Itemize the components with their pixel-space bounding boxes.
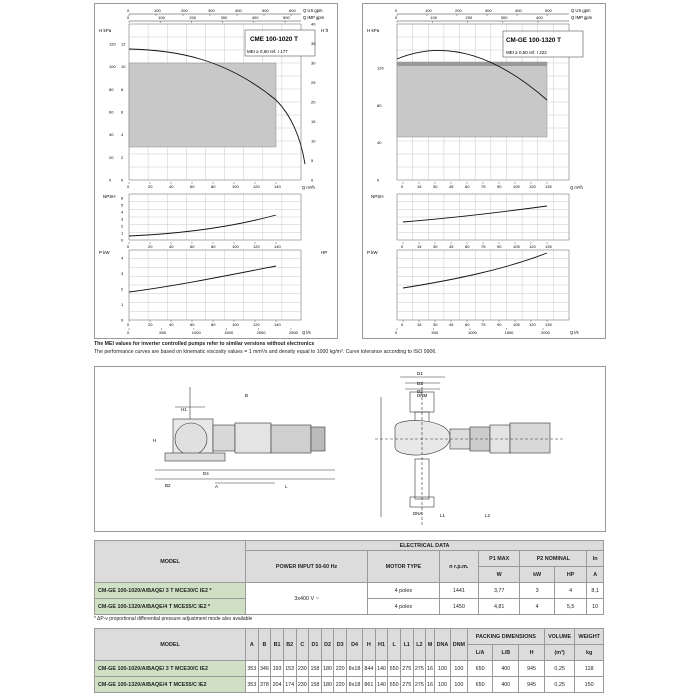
left-npsh-tick: 3 [121,216,124,222]
left-kpa-tick: 80 [109,86,114,92]
dim-header-c: C [296,629,309,661]
right-bottom-unit: Q l/s [570,330,579,335]
right-q3-tick: 90 [497,322,502,327]
left-q-tick: 80 [211,184,216,189]
dimension-label: B [245,393,249,398]
left-p-tick: 3 [121,271,124,276]
left-top-imp-tick: 0 [127,15,130,20]
right-top-us-tick: 100 [425,8,432,13]
right-kpa-tick: 80 [377,102,382,108]
left-ls-tick: 1000 [191,330,201,335]
left-top-us-tick: 0 [127,8,130,13]
left-p-tick: 0 [121,317,124,323]
left-q-tick: 120 [253,184,260,189]
dimension-label: D2 [417,389,423,394]
left-ft-tick: 5 [311,158,314,163]
left-q2-tick: 40 [169,244,174,249]
left-q3-tick: 40 [169,322,174,327]
right-mei: MEI ≥ 0,50 ref. Ι 222 [506,50,547,55]
elec-group-header: ELECTRICAL DATA [246,541,604,551]
left-power-curve [129,266,276,292]
right-top-imp-tick: 400 [536,15,543,20]
left-m-tick: 12 [121,41,126,47]
dimensions-table [94,628,604,693]
left-top-us-tick: 400 [235,8,242,13]
right-npsh-unit: NPSH [371,194,384,199]
left-ls-tick: 2500 [289,330,298,335]
left-top-imp-tick: 400 [251,15,259,20]
power-input-header: POWER INPUT 50-60 Hz [246,551,368,583]
dim-header-dnm: DNM [451,629,468,661]
right-q-tick: 135 [545,184,552,189]
right-ls-tick: 2000 [541,330,550,335]
dim-value-cell: 158 [309,661,322,677]
elec-model-1: CM-GE 100-1020/A/BAQE/ 3 T MCE30/C IE2 * [95,583,246,599]
left-kpa-tick: 0 [109,177,112,183]
left-m-tick: 2 [121,154,124,160]
dim-value-cell: 275 [413,661,426,677]
left-top-imp-tick: 500 [283,15,290,20]
left-top-imp-tick: 100 [158,15,165,20]
left-m-tick: 6 [121,109,124,115]
rpm-header: n r.p.m. [439,551,478,583]
dim-value-cell: 346 [258,661,271,677]
packing-sub-header: L/A [467,645,493,661]
motor-type-header: MOTOR TYPE [368,551,440,583]
left-q3-tick: 100 [232,322,239,327]
dim-value-cell: 844 [363,661,376,677]
left-q2-tick: 80 [211,244,216,249]
hp-cell: 4 [554,583,586,599]
left-kpa-tick: 120 [109,41,116,47]
left-q-tick: 20 [148,184,153,189]
packing-cell: 400 [493,661,519,677]
table-row [95,661,604,677]
volume-cell: 0,25 [544,677,574,693]
dim-header-a: A [246,629,259,661]
right-ls-tick: 0 [395,330,398,335]
dim-header-l: L [388,629,401,661]
dim-value-cell: 861 [363,677,376,693]
right-p-unit: P kW [367,250,378,255]
left-q-tick: 100 [232,184,239,189]
left-ft-tick: 30 [311,60,316,66]
dim-value-cell: 16 [426,677,435,693]
dim-value-cell: 140 [375,677,388,693]
dim-value-cell: 275 [400,677,413,693]
side-view-pump [155,387,335,483]
dim-value-cell: 8x18 [347,677,363,693]
dim-header-d4: D4 [347,629,363,661]
p1-unit: W [479,567,520,583]
dim-value-cell: 193 [271,661,284,677]
footnote: * ΔP-v proportional differential pressure adjustment mode also available [94,616,253,622]
packing-sub-header: L/B [493,645,519,661]
kw-cell: 3 [520,583,555,599]
volume-unit: (m³) [544,645,574,661]
dim-model-cell: CM-GE 100-1320/A/BAQE/4 T MCE55/C IE2 [95,677,246,693]
left-npsh-unit: NPSH [103,194,116,199]
left-ls-tick: 2000 [256,330,266,335]
left-q2-tick: 140 [274,244,281,249]
left-performance-chart [95,4,337,338]
left-m-tick: 8 [121,86,124,92]
left-ls-tick: 500 [159,330,167,335]
dim-header-h: H [363,629,376,661]
left-q3-tick: 140 [274,322,281,327]
right-performance-chart [363,4,605,338]
left-top-imp-tick: 200 [189,15,197,20]
dim-header-d1: D1 [309,629,322,661]
right-q3-tick: 30 [433,322,438,327]
dim-value-cell: 100 [451,661,468,677]
left-q-tick: 40 [169,184,174,189]
right-q-unit: Q m³/h [570,185,583,190]
dim-value-cell: 230 [296,661,309,677]
dim-value-cell: 153 [283,661,296,677]
left-q3-tick: 20 [148,322,153,327]
left-bottom-unit: Q l/s [302,330,311,335]
right-q3-tick: 60 [465,322,470,327]
dimension-label: D1 [417,371,423,376]
right-q-tick: 60 [465,184,470,189]
right-top-imp-tick: 0 [395,15,398,20]
packing-header: PACKING DIMENSIONS [467,629,544,645]
left-q3-tick: 0 [127,322,130,327]
volume-cell: 0,25 [544,661,574,677]
dim-header-l2: L2 [413,629,426,661]
dimension-label: D3 [417,381,423,386]
left-model-title: CME 100-1020 T [250,36,298,43]
dimension-drawing-panel [94,366,606,532]
left-operating-range [129,63,276,147]
right-chart-panel [362,3,606,339]
kw-cell: 4 [520,599,555,615]
in-cell: 8,1 [587,583,604,599]
left-q3-tick: 120 [253,322,260,327]
right-q-tick: 90 [497,184,502,189]
dim-header-m: M [426,629,435,661]
right-q-tick: 45 [449,184,454,189]
front-view-pump [375,377,565,527]
left-kpa-tick: 20 [109,154,114,160]
weight-unit: kg [575,645,604,661]
left-npsh-tick: 2 [121,223,124,229]
dimension-label: H [153,438,157,443]
right-q2-tick: 75 [481,244,486,249]
left-q2-tick: 100 [232,244,239,249]
left-ft-tick: 0 [311,177,314,183]
p1-cell: 3,77 [479,583,520,599]
right-top-us-tick: 0 [395,8,398,13]
weight-cell: 150 [575,677,604,693]
motor-cell: 4 poles [368,599,440,615]
dim-header-h1: H1 [375,629,388,661]
left-q-unit: Q m³/h [302,185,315,190]
packing-sub-header: H [519,645,545,661]
hp-cell: 5,5 [554,599,586,615]
right-q2-tick: 120 [529,244,536,249]
left-q3-tick: 80 [211,322,216,327]
left-p-tick: 2 [121,286,124,292]
left-top-us-tick: 600 [289,8,296,13]
left-q2-tick: 20 [148,244,153,249]
left-q3-tick: 60 [190,322,195,327]
right-ls-tick: 1500 [504,330,514,335]
dim-value-cell: 174 [283,677,296,693]
right-q-tick: 105 [513,184,520,189]
left-top-us-tick: 200 [181,8,188,13]
right-model-title: CM-GE 100-1320 T [506,37,561,44]
dim-value-cell: 180 [321,661,334,677]
packing-cell: 945 [519,661,545,677]
table-row [95,583,604,599]
weight-cell: 118 [575,661,604,677]
left-ft-tick: 10 [311,138,316,144]
left-top-unit-imp: Q IMP gpm [303,15,325,20]
right-top-imp-tick: 300 [500,15,508,20]
left-m-tick: 10 [121,64,126,70]
elec-model-2: CM-GE 100-1320/A/BAQE/4 T MCE55/C IE2 * [95,599,246,615]
dim-header-l1: L1 [400,629,413,661]
right-operating-range [397,62,547,137]
left-q-tick: 140 [274,184,281,189]
dim-value-cell: 180 [321,677,334,693]
right-q-tick: 30 [433,184,438,189]
right-ls-tick: 500 [431,330,439,335]
right-top-unit-imp: Q IMP gpm [571,15,593,20]
left-ft-tick: 15 [311,119,316,124]
packing-cell: 945 [519,677,545,693]
right-kpa-tick: 120 [377,65,384,71]
dimension-label: L [285,484,288,489]
motor-cell: 4 poles [368,583,440,599]
right-q2-tick: 0 [401,244,404,249]
dim-value-cell: 550 [388,677,401,693]
left-ls-tick: 0 [127,330,130,335]
right-top-unit-us: Q US gpm [571,8,591,13]
dim-value-cell: 220 [334,661,347,677]
dim-header-d2: D2 [321,629,334,661]
dim-value-cell: 100 [434,677,450,693]
left-q2-tick: 60 [190,244,195,249]
left-top-us-tick: 100 [154,8,161,13]
dimension-label: B2 [165,483,171,488]
left-kpa-tick: 100 [109,64,116,70]
left-npsh-tick: 4 [121,209,124,215]
hp-header: HP [554,567,586,583]
left-top-us-tick: 500 [262,8,269,13]
dim-header-d3: D3 [334,629,347,661]
dim-value-cell: 204 [271,677,284,693]
dim-value-cell: 353 [246,677,259,693]
voltage-cell: 3x400 V ~ [246,583,368,615]
dim-value-cell: 550 [388,661,401,677]
in-unit: A [587,567,604,583]
right-q-tick: 0 [401,184,404,189]
dim-value-cell: 220 [334,677,347,693]
p1-header: P1 MAX [479,551,520,567]
dim-header-b2: B2 [283,629,296,661]
dim-value-cell: 16 [426,661,435,677]
left-npsh-tick: 1 [121,230,124,236]
left-q2-tick: 0 [127,244,130,249]
right-q3-tick: 15 [417,322,422,327]
kw-header: kW [520,567,555,583]
right-top-us-tick: 200 [455,8,462,13]
dimension-label: D4 [203,471,209,476]
left-p-tick: 4 [121,255,124,261]
left-ft-tick: 35 [311,41,316,46]
dim-value-cell: 158 [309,677,322,693]
left-npsh-curve [129,215,276,236]
dim-value-cell: 378 [258,677,271,693]
left-kpa-tick: 60 [109,109,114,115]
left-h-ft-unit: H ft [321,28,329,33]
left-q-tick: 60 [190,184,195,189]
left-hp-unit: HP [321,250,328,255]
right-top-us-tick: 500 [545,8,552,13]
dimension-label: A [215,484,219,489]
right-q3-tick: 75 [481,322,486,327]
right-top-imp-tick: 100 [430,15,437,20]
left-ft-tick: 20 [311,99,316,105]
dim-header-b: B [258,629,271,661]
right-q3-tick: 45 [449,322,454,327]
right-q2-tick: 135 [545,244,552,249]
right-top-us-tick: 400 [515,8,522,13]
left-m-tick: 0 [121,177,124,183]
right-top-imp-tick: 200 [465,15,473,20]
left-npsh-tick: 5 [121,202,124,208]
right-q-tick: 75 [481,184,486,189]
left-chart-panel [94,3,338,339]
mei-note: The MEI values for inverter controlled pumps refer to similar versions without electronics [94,341,315,347]
left-npsh-tick: 6 [121,195,124,201]
right-q3-tick: 120 [529,322,536,327]
right-ls-tick: 1000 [468,330,477,335]
p2-header: P2 NOMINAL [520,551,587,567]
right-q3-tick: 135 [545,322,552,327]
rpm-cell: 1450 [439,599,478,615]
left-q2-tick: 120 [253,244,260,249]
dimension-label: L1 [440,513,446,518]
rpm-cell: 1441 [439,583,478,599]
left-p-unit: P kW [99,250,110,255]
left-m-tick: 4 [121,132,124,138]
dim-value-cell: 230 [296,677,309,693]
table-row [95,677,604,693]
right-top-us-tick: 300 [485,8,492,13]
left-p-tick: 1 [121,302,124,307]
dim-header-b1: B1 [271,629,284,661]
dim-value-cell: 353 [246,661,259,677]
right-q2-tick: 90 [497,244,502,249]
dim-value-cell: 100 [451,677,468,693]
right-q-tick: 120 [529,184,536,189]
packing-cell: 650 [467,677,493,693]
dim-model-cell: CM-GE 100-1020/A/BAQE/ 3 T MCE30/C IE2 [95,661,246,677]
packing-cell: 650 [467,661,493,677]
dimension-drawing [95,367,605,531]
right-q-tick: 15 [417,184,422,189]
dim-header-dna: DNA [434,629,450,661]
left-top-us-tick: 300 [208,8,215,13]
left-mei: MEI ≥ 0,60 ref. Ι 177 [247,49,288,54]
right-q3-tick: 105 [513,322,520,327]
left-kpa-tick: 40 [109,132,114,138]
dimension-label: DNA [413,511,423,516]
right-q2-tick: 30 [433,244,438,249]
elec-model-header: MODEL [95,541,246,583]
left-ft-tick: 40 [311,21,316,27]
left-ls-tick: 1500 [224,330,234,335]
dimension-label: L2 [485,513,491,518]
right-q2-tick: 45 [449,244,454,249]
dim-value-cell: 275 [400,661,413,677]
right-q2-tick: 15 [417,244,422,249]
right-kpa-tick: 40 [377,140,382,146]
left-h-unit: H kPa [99,28,112,33]
dim-model-header: MODEL [95,629,246,661]
weight-header: WEIGHT [575,629,604,645]
right-q3-tick: 0 [401,322,404,327]
left-ft-tick: 25 [311,80,316,85]
dim-value-cell: 8x18 [347,661,363,677]
in-header: In [587,551,604,567]
right-q2-tick: 60 [465,244,470,249]
left-q-tick: 0 [127,184,130,189]
dim-value-cell: 275 [413,677,426,693]
dim-value-cell: 140 [375,661,388,677]
right-q2-tick: 105 [513,244,520,249]
left-npsh-tick: 0 [121,237,124,243]
dimension-label: DNM [417,393,428,398]
electrical-data-table [94,540,604,615]
right-h-unit: H kPa [367,28,380,33]
right-kpa-tick: 0 [377,177,380,183]
dim-value-cell: 100 [434,661,450,677]
left-top-imp-tick: 300 [220,15,228,20]
in-cell: 10 [587,599,604,615]
dimension-label: H1 [181,407,187,412]
curve-note: The performance curves are based on kinematic viscosity values = 1 mm²/s and density equal to 1000 kg/m³. Curve tolerance according to ISO 9906. [94,349,437,355]
left-top-unit-us: Q US gpm [303,8,323,13]
p1-cell: 4,81 [479,599,520,615]
packing-cell: 400 [493,677,519,693]
volume-header: VOLUME [544,629,574,645]
